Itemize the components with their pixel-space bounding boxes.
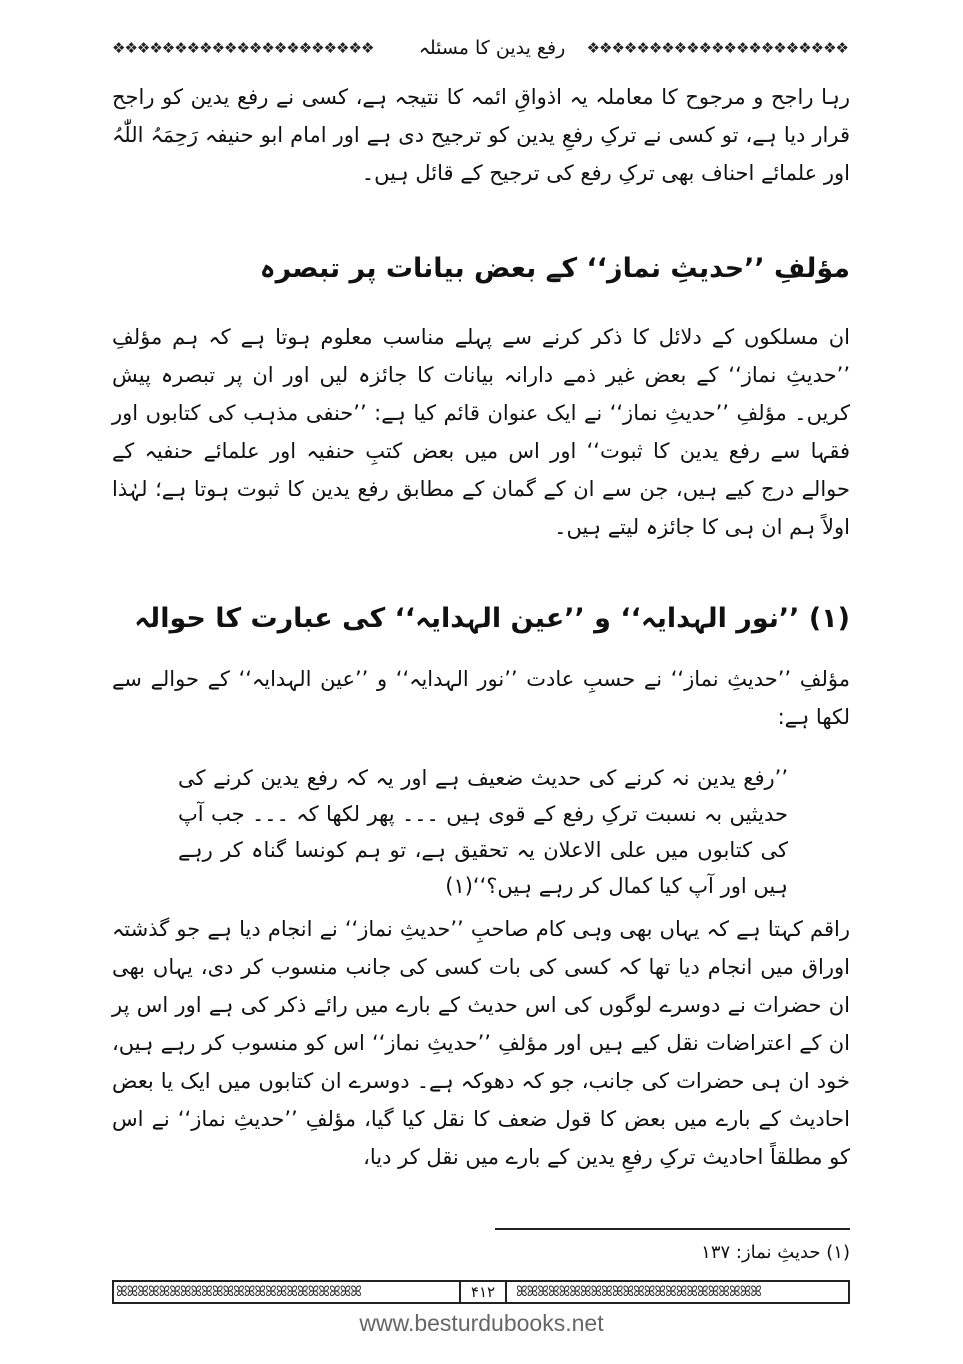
running-header <box>112 34 848 62</box>
footer-border <box>112 1280 850 1304</box>
block-quote: ’’رفع یدین نہ کرنے کی حدیث ضعیف ہے اور یہ کہ رفع یدین کرنے کی حدیثیں بہ نسبت ترکِ رفع کے قوی ہیں ۔۔۔ پھر لکھا کہ ۔۔۔ جب آپ کی کتابوں میں علی الاعلان یہ تحقیق ہے، تو ہم کونسا گناہ کر رہے ہیں اور آپ کیا کمال کر رہے ہیں؟‘‘(۱) <box>178 766 788 898</box>
header-ornament-right: ❖❖❖❖❖❖❖❖❖❖❖❖❖❖❖❖❖❖❖❖❖ <box>586 39 848 57</box>
subsection-heading: (۱) ’’نور الہدایہ‘‘ و ’’عین الہدایہ‘‘ کی عبارت کا حوالہ <box>134 603 850 634</box>
paragraph-citation-intro: مؤلفِ ’’حدیثِ نماز‘‘ نے حسبِ عادت ’’نور الہدایہ‘‘ و ’’عین الہدایہ‘‘ کے حوالے سے لکھا ہے: <box>112 667 850 729</box>
footnote: (۱) حدیثِ نماز: ۱۳۷ <box>701 1242 850 1263</box>
header-ornament-left: ❖❖❖❖❖❖❖❖❖❖❖❖❖❖❖❖❖❖❖❖❖ <box>112 39 374 57</box>
footer-pattern-left: ꕤꕤꕤꕤꕤꕤꕤꕤꕤꕤꕤꕤꕤꕤꕤꕤꕤꕤꕤꕤꕤꕤꕤ <box>116 1284 361 1300</box>
section-heading: مؤلفِ ’’حدیثِ نماز‘‘ کے بعض بیانات پر تبصرہ <box>259 253 850 284</box>
paragraph-response: راقم کہتا ہے کہ یہاں بھی وہی کام صاحبِ ’’حدیثِ نماز‘‘ نے انجام دیا ہے جو گذشتہ اوراق میں انجام دیا تھا کہ کسی کی بات کسی کی جانب منسوب کر دی، یہاں بھی ان حضرات نے دوسرے لوگوں کی اس حدیث کے بارے میں رائے ذکر کی ہے اور اس پر ان کے اعتراضات نقل کیے ہیں اور مؤلفِ ’’حدیثِ نماز‘‘ اس کو منسوب کر رہے ہیں، خود ان ہی حضرات کی جانب، جو کہ دھوکہ ہے۔ دوسرے ان کتابوں میں ایک یا بعض احادیث کے بارے میں بعض کا قول ضعف کا نقل کیا گیا، مؤلفِ ’’حدیثِ نماز‘‘ نے اس کو مطلقاً احادیث ترکِ رفعِ یدین کے بارے میں نقل کر دیا، <box>112 917 850 1169</box>
footnote-divider <box>495 1228 850 1230</box>
footer-pattern-right: ꕤꕤꕤꕤꕤꕤꕤꕤꕤꕤꕤꕤꕤꕤꕤꕤꕤꕤꕤꕤꕤꕤꕤ <box>516 1284 761 1300</box>
paragraph-overview: ان مسلکوں کے دلائل کا ذکر کرنے سے پہلے مناسب معلوم ہوتا ہے کہ ہم مؤلفِ ’’حدیثِ نماز‘‘ کے بعض غیر ذمے دارانہ بیانات کا جائزہ لیں اور ان پر تبصرہ پیش کریں۔ مؤلفِ ’’حدیثِ نماز‘‘ نے ایک عنوان قائم کیا ہے: ’’حنفی مذہب کی کتابوں اور فقہا سے رفع یدین کا ثبوت‘‘ اور اس میں بعض کتبِ حنفیہ اور علمائے حنفیہ کے حوالے درج کیے ہیں، جن سے ان کے گمان کے مطابق رفع یدین کا ثبوت ہوتا ہے؛ لہٰذا اولاً ہم ان ہی کا جائزہ لیتے ہیں۔ <box>112 325 850 539</box>
running-title: رفع یدین کا مسئلہ <box>418 37 566 59</box>
page-number: ۴۱۲ <box>459 1282 507 1302</box>
watermark-url: www.besturdubooks.net <box>359 1310 604 1336</box>
intro-paragraph: رہا راجح و مرجوح کا معاملہ یہ اذواقِ ائمہ کا نتیجہ ہے، کسی نے رفع یدین کو راجح قرار دیا ہے، تو کسی نے ترکِ رفعِ یدین کو ترجیح دی ہے اور امام ابو حنیفہ رَحِمَہُ اللّٰہُ اور علمائے احناف بھی ترکِ رفع کی ترجیح کے قائل ہیں۔ <box>112 85 850 185</box>
